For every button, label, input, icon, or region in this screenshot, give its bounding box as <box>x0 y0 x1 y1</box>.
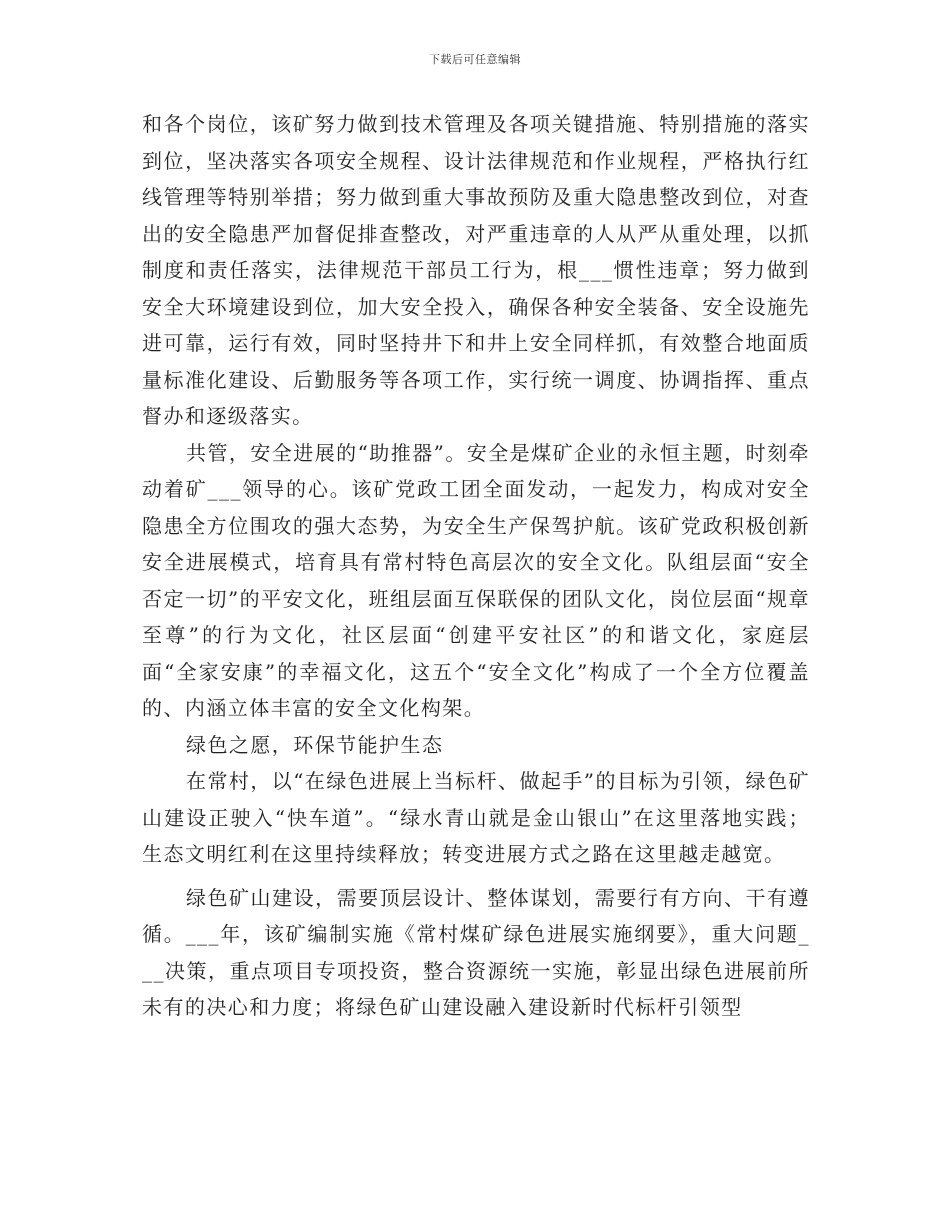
paragraph-green-development: 在常村，以“在绿色进展上当标杆、做起手”的目标为引领，绿色矿山建设正驶入“快车道”。“绿水青山就是金山银山”在这里落地实践；生态文明红利在这里持续释放；转变进展方式之路在这里越走越宽。 <box>142 769 810 866</box>
page-header-note: 下载后可任意编辑 <box>429 53 521 66</box>
document-body <box>142 106 810 1026</box>
paragraph-joint-management: 共管，安全进展的“助推器”。安全是煤矿企业的永恒主题，时刻牵动着矿___领导的心。该矿党政工团全面发动，一起发力，构成对安全隐患全方位围攻的强大态势，为安全生产保驾护航。该矿党政积极创新安全进展模式，培育具有常村特色高层次的安全文化。队组层面“安全否定一切”的平安文化，班组层面互保联保的团队文化，岗位层面“规章至尊”的行为文化，社区层面“创建平安社区”的和谐文化，家庭层面“全家安康”的幸福文化，这五个“安全文化”构成了一个全方位覆盖的、内涵立体丰富的安全文化构架。 <box>142 440 810 720</box>
paragraph-safety-measures: 和各个岗位，该矿努力做到技术管理及各项关键措施、特别措施的落实到位，坚决落实各项安全规程、设计法律规范和作业规程，严格执行红线管理等特别举措；努力做到重大事故预防及重大隐患整改到位，对查出的安全隐患严加督促排查整改，对严重违章的人从严从重处理，以抓制度和责任落实，法律规范干部员工行为，根___惯性违章；努力做到安全大环境建设到位，加大安全投入，确保各种安全装备、安全设施先进可靠，运行有效，同时坚持井下和井上安全同样抓，有效整合地面质量标准化建设、后勤服务等各项工作，实行统一调度、协调指挥、重点督办和逐级落实。 <box>142 112 810 428</box>
section-heading-green: 绿色之愿，环保节能护生态 <box>186 732 444 757</box>
paragraph-green-mine-construction: 绿色矿山建设，需要顶层设计、整体谋划，需要行有方向、干有遵循。___年，该矿编制实施《常村煤矿绿色进展实施纲要》，重大问题___决策，重点项目专项投资，整合资源统一实施，彰显出绿色进展前所未有的决心和力度；将绿色矿山建设融入建设新时代标杆引领型 <box>142 885 810 1019</box>
